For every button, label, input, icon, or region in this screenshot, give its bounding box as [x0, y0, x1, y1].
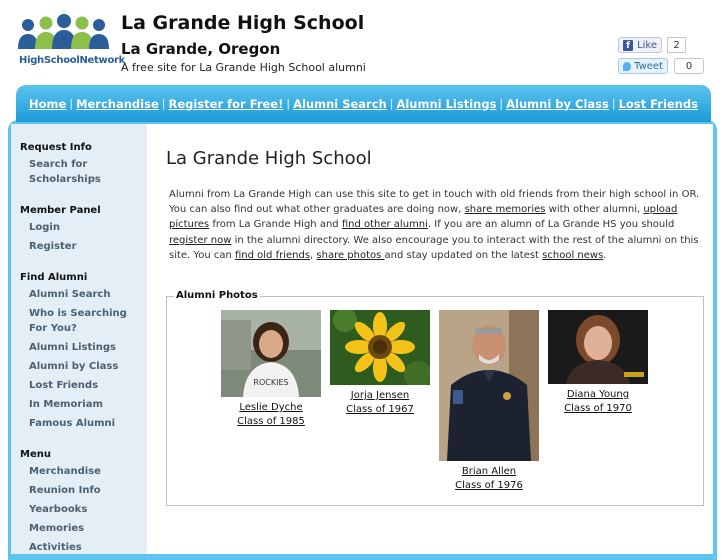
sidebar-item-merchandise[interactable]: Merchandise — [29, 466, 101, 477]
link-school-news[interactable]: school news — [542, 249, 604, 261]
sidebar-item-yearbooks[interactable]: Yearbooks — [29, 504, 88, 515]
alumni-name-link[interactable]: Diana Young — [566, 389, 630, 400]
alumni-photos-legend: Alumni Photos — [176, 290, 258, 301]
photo-jorja-jensen[interactable] — [330, 310, 430, 385]
sidebar-item-memories[interactable]: Memories — [29, 523, 85, 534]
alumni-class-link[interactable]: Class of 1967 — [346, 404, 414, 415]
tweet-label: Tweet — [634, 60, 663, 72]
link-upload-pictures[interactable]: upload pictures — [169, 204, 678, 231]
sidebar-item-activities[interactable]: Activities — [29, 542, 82, 553]
sidebar-item-who-is-searching[interactable]: Who is Searching For You? — [29, 308, 127, 334]
alumni-name-link[interactable]: Leslie Dyche — [239, 402, 303, 413]
tweet-count: 0 — [674, 58, 704, 74]
site-tagline: A free site for La Grande High School alumni — [121, 61, 366, 74]
photo-diana-young[interactable] — [548, 310, 648, 384]
link-share-memories[interactable]: share memories — [464, 204, 546, 216]
sidebar-heading-find-alumni: Find Alumni — [20, 272, 88, 283]
alumni-class-link[interactable]: Class of 1970 — [564, 403, 632, 414]
sidebar-heading-menu: Menu — [20, 449, 51, 460]
alumni-name-link[interactable]: Brian Allen — [461, 466, 517, 477]
sidebar-item-lost-friends[interactable]: Lost Friends — [29, 380, 99, 391]
facebook-like-button[interactable] — [618, 37, 662, 53]
logo-wordmark[interactable]: HighSchoolNetwork — [19, 55, 126, 66]
sidebar-item-reunion-info[interactable]: Reunion Info — [29, 485, 101, 496]
facebook-icon: f — [623, 40, 633, 51]
link-register-now[interactable]: register now — [169, 234, 232, 246]
intro-paragraph: Alumni from La Grande High can use this site to get in touch with old friends from their high school in OR. You can also find out what other graduates are doing now, share memories with other alumni, upload pictures from La Grande High and find other alumni. If you are an alumn of La Grande HS you should register now in the alumni directory. We also encourage you to interact with the rest of the alumni on this site. You can find old friends, share photos and stay updated on the latest school news. — [169, 189, 700, 261]
nav-alumni-listings[interactable]: Alumni Listings — [396, 96, 497, 111]
sidebar-item-register[interactable]: Register — [29, 241, 77, 252]
caption-jorja-jensen — [330, 389, 430, 417]
nav-alumni-by-class[interactable]: Alumni by Class — [506, 96, 609, 111]
site-location: La Grande, Oregon — [121, 40, 281, 58]
link-find-old-friends[interactable]: find old friends — [234, 249, 311, 261]
sidebar-item-alumni-listings[interactable]: Alumni Listings — [29, 342, 116, 353]
sidebar-item-in-memoriam[interactable]: In Memoriam — [29, 399, 103, 410]
nav-merchandise[interactable]: Merchandise — [76, 96, 159, 111]
caption-brian-allen — [439, 465, 539, 493]
link-share-photos[interactable]: share photos — [316, 249, 385, 261]
alumni-class-link[interactable]: Class of 1976 — [455, 480, 523, 491]
site-title: La Grande High School — [121, 12, 365, 34]
tweet-button[interactable] — [618, 58, 668, 74]
nav-alumni-search[interactable]: Alumni Search — [293, 96, 387, 111]
caption-diana-young — [548, 388, 648, 416]
sidebar-item-alumni-search[interactable]: Alumni Search — [29, 289, 111, 300]
sidebar-heading-member-panel: Member Panel — [20, 205, 101, 216]
sidebar-item-famous-alumni[interactable]: Famous Alumni — [29, 418, 116, 429]
like-label: Like — [637, 39, 657, 51]
alumni-name-link[interactable]: Jorja Jensen — [350, 390, 410, 401]
top-navigation: Home | Merchandise | Register for Free! | Alumni Search | Alumni Listings | Alumni by Class | Lost Friends — [16, 85, 711, 122]
nav-register[interactable]: Register for Free! — [168, 96, 284, 111]
shirt-text: ROCKIES — [253, 378, 289, 387]
caption-leslie-dyche — [221, 401, 321, 429]
sidebar-heading-request-info: Request Info — [20, 142, 92, 153]
sidebar-item-search-scholarships[interactable]: Search for Scholarships — [29, 159, 101, 185]
twitter-bird-icon — [623, 62, 631, 71]
page-title: La Grande High School — [166, 148, 372, 169]
sidebar-item-alumni-by-class[interactable]: Alumni by Class — [29, 361, 119, 372]
link-find-other-alumni[interactable]: find other alumni — [341, 219, 428, 231]
photo-brian-allen[interactable] — [439, 310, 539, 461]
alumni-class-link[interactable]: Class of 1985 — [237, 416, 305, 427]
nav-lost-friends[interactable]: Lost Friends — [618, 96, 698, 111]
nav-home[interactable]: Home — [29, 96, 67, 111]
sidebar-item-login[interactable]: Login — [29, 222, 60, 233]
photo-leslie-dyche[interactable] — [221, 310, 321, 397]
like-count: 2 — [667, 37, 686, 53]
